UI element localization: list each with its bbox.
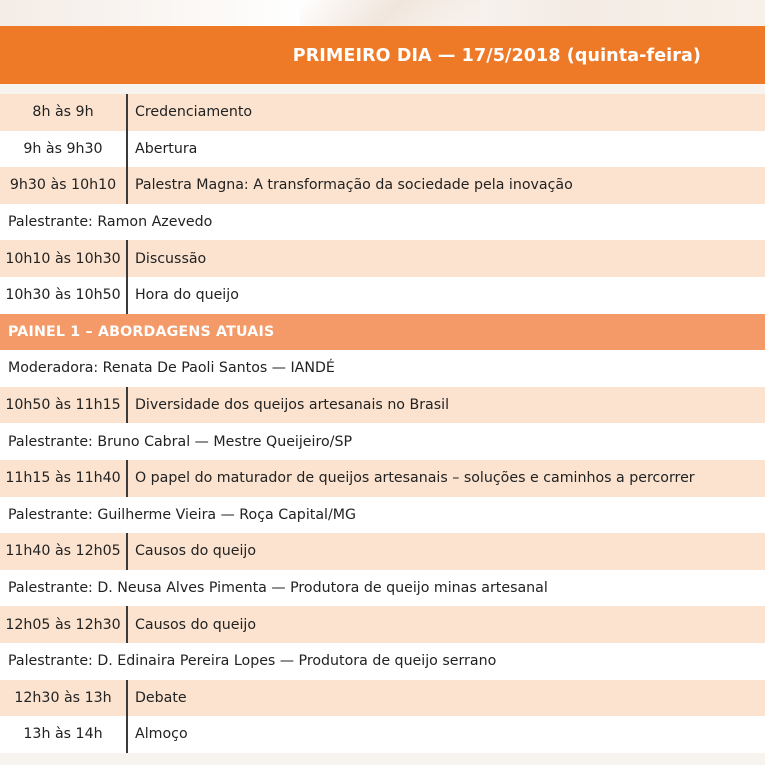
speaker-row: [0, 570, 765, 607]
speaker-text: Palestrante: D. Edinaira Pereira Lopes — Produtora de queijo serrano: [8, 653, 497, 670]
time-cell: 12h30 às 13h: [0, 680, 128, 717]
time-cell: 13h às 14h: [0, 716, 128, 753]
time-cell: 9h às 9h30: [0, 131, 128, 168]
schedule-row: [0, 131, 765, 168]
time-cell: 10h30 às 10h50: [0, 277, 128, 314]
event-cell: Diversidade dos queijos artesanais no Brasil: [135, 397, 450, 414]
day-title: PRIMEIRO DIA — 17/5/2018 (quinta-feira): [292, 46, 701, 66]
schedule-table: [0, 94, 765, 753]
speaker-text: Palestrante: Bruno Cabral — Mestre Queijeiro/SP: [8, 433, 353, 450]
panel-header-row: [0, 314, 765, 351]
speaker-row: [0, 204, 765, 241]
schedule-row: [0, 606, 765, 643]
time-cell: 10h50 às 11h15: [0, 387, 128, 424]
speaker-row: [0, 643, 765, 680]
event-cell: Palestra Magna: A transformação da sociedade pela inovação: [135, 177, 573, 194]
schedule-row: [0, 240, 765, 277]
speaker-text: Palestrante: D. Neusa Alves Pimenta — Produtora de queijo minas artesanal: [8, 580, 548, 597]
time-cell: 9h30 às 10h10: [0, 167, 128, 204]
event-cell: Hora do queijo: [135, 287, 239, 304]
schedule-row: [0, 460, 765, 497]
event-cell: Causos do queijo: [135, 616, 257, 633]
speaker-row: [0, 497, 765, 534]
panel-title: PAINEL 1 – ABORDAGENS ATUAIS: [8, 323, 275, 340]
event-cell: Discussão: [135, 250, 207, 267]
event-cell: Credenciamento: [135, 104, 253, 121]
time-cell: 8h às 9h: [0, 94, 128, 131]
schedule-row: [0, 94, 765, 131]
schedule-row: [0, 387, 765, 424]
speaker-row: [0, 423, 765, 460]
time-cell: 10h10 às 10h30: [0, 240, 128, 277]
moderator-text: Moderadora: Renata De Paoli Santos — IANDÉ: [8, 360, 335, 377]
event-cell: Debate: [135, 689, 187, 706]
event-cell: Almoço: [135, 726, 188, 743]
schedule-row: [0, 716, 765, 753]
time-cell: 12h05 às 12h30: [0, 606, 128, 643]
schedule-row: [0, 533, 765, 570]
event-cell: O papel do maturador de queijos artesanais – soluções e caminhos a percorrer: [135, 470, 695, 487]
time-cell: 11h15 às 11h40: [0, 460, 128, 497]
speaker-text: Palestrante: Guilherme Vieira — Roça Capital/MG: [8, 506, 356, 523]
moderator-row: [0, 350, 765, 387]
time-cell: 11h40 às 12h05: [0, 533, 128, 570]
schedule-row: [0, 680, 765, 717]
event-cell: Causos do queijo: [135, 543, 257, 560]
event-cell: Abertura: [135, 140, 198, 157]
title-bar: [0, 26, 765, 84]
speaker-text: Palestrante: Ramon Azevedo: [8, 214, 213, 231]
schedule-row: [0, 167, 765, 204]
background-top: [0, 0, 765, 26]
schedule-row: [0, 277, 765, 314]
